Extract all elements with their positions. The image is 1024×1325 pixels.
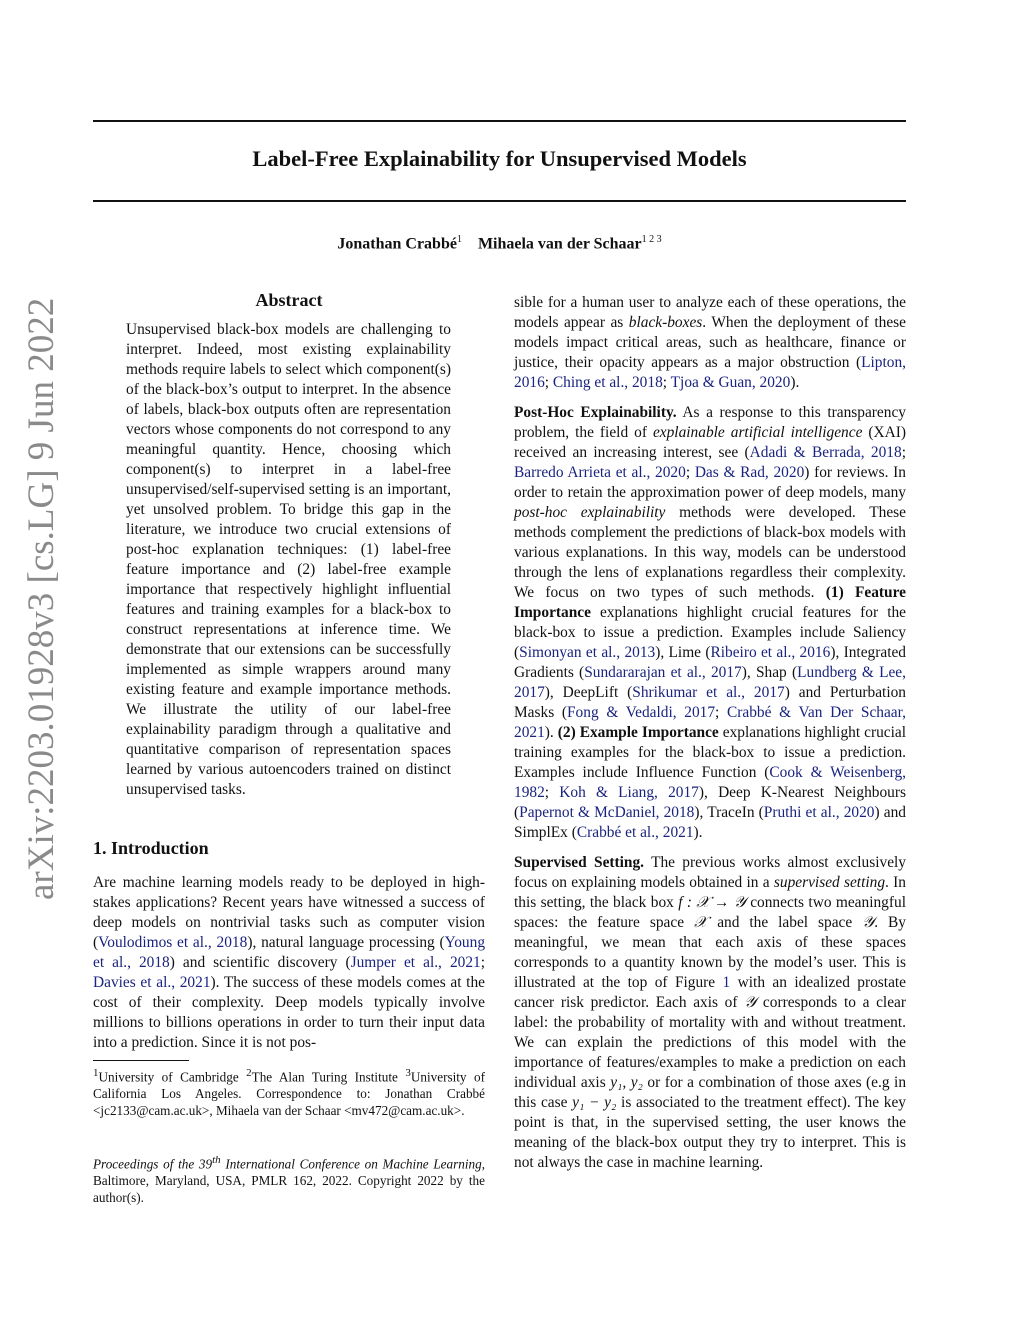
citation-link[interactable]: Papernot & McDaniel, 2018 bbox=[519, 804, 695, 821]
title-top-rule bbox=[93, 120, 906, 122]
author-affiliation: 1 2 3 bbox=[641, 234, 662, 245]
citation-link[interactable]: Lundberg & Lee, 2017 bbox=[514, 664, 906, 701]
right-column bbox=[514, 293, 906, 1183]
title-bottom-rule bbox=[93, 200, 906, 202]
math-expression: y₁ − y₂ bbox=[572, 1094, 617, 1111]
paragraph-post-hoc: Post-Hoc Explainability. As a response to this transparency problem, the field of explainable artificial intelligence (XAI) received an increasing interest, see (Adadi & Berrada, 2018; Barredo Arrieta et al., 2020; Das & Rad, 2020) for reviews. In order to retain the approximation power of deep models, many post-hoc explainability methods were developed. These methods complement the predictions of black-box models with various explanations. In this way, models can be understood through the lens of explanations regardless their complexity. We focus on two types of such methods. (1) Feature Importance explanations highlight crucial features for the black-box to issue a prediction. Examples include Saliency (Simonyan et al., 2013), Lime (Ribeiro et al., 2016), Integrated Gradients (Sundararajan et al., 2017), Shap (Lundberg & Lee, 2017), DeepLift (Shrikumar et al., 2017) and Perturbation Masks (Fong & Vedaldi, 2017; Crabbé & Van Der Schaar, 2021). (2) Example Importance explanations highlight crucial training examples for the black-box to issue a prediction. Examples include Influence Function (Cook & Weisenberg, 1982; Koh & Liang, 2017), Deep K-Nearest Neighbours (Papernot & McDaniel, 2018), TraceIn (Pruthi et al., 2020) and SimplEx (Crabbé et al., 2021). bbox=[514, 404, 907, 841]
citation-link[interactable]: Barredo Arrieta et al., 2020 bbox=[514, 464, 686, 481]
paper-title: Label-Free Explainability for Unsupervised Models bbox=[252, 146, 747, 171]
citation-link[interactable]: Fong & Vedaldi, 2017 bbox=[567, 704, 716, 721]
citation-link[interactable]: Das & Rad, 2020 bbox=[694, 464, 805, 481]
author-affiliation: 1 bbox=[456, 234, 462, 245]
citation-link[interactable]: Lipton, 2016 bbox=[514, 354, 906, 391]
math-expression: 𝒳 bbox=[693, 914, 708, 931]
affiliation-footnote: $^1$University of Cambridge $^2$The Alan Turing Institute $^3$University of California Los Angeles. Correspondence to: Jonathan Crabbé <jc2133@cam.ac.uk>, Mihaela van der Schaar <mv472@cam.ac.uk>. bbox=[93, 1067, 485, 1119]
paragraph-supervised-setting: Supervised Setting. The previous works almost exclusively focus on explaining models obtained in a supervised setting. In this setting, the black box f : 𝒳 → 𝒴 connects two meaningful spaces: the feature space 𝒳 and the label space 𝒴. By meaningful, we mean that each axis of these spaces corresponds to a quantity known by the model’s user. This is illustrated at the top of Figure 1 with an idealized prostate cancer risk predictor. Each axis of 𝒴 corresponds to a clear label: the probability of mortality with and without treatment. We can explain the predictions of this model with the importance of features/examples to make a prediction on each individual axis y₁, y₂ or for a combination of those axes (e.g in this case y₁ − y₂ is associated to the treatment effect). The key point is that, in the supervised setting, the user knows the meaning of the black-box output they try to interpret. This is not always the case in machine learning. bbox=[514, 854, 907, 1171]
citation-link[interactable]: Koh & Liang, 2017 bbox=[559, 784, 699, 801]
citation-link[interactable]: Crabbé et al., 2021 bbox=[576, 824, 694, 841]
paragraph-heading: Post-Hoc Explainability. bbox=[514, 404, 677, 421]
paragraph-opacity: sible for a human user to analyze each of these operations, the models appear as black-boxes. When the deployment of these models impact critical areas, such as healthcare, finance or justice, their opacity appears as a major obstruction (Lipton, 2016; Ching et al., 2018; Tjoa & Guan, 2020). bbox=[514, 294, 906, 391]
intro-paragraph: Are machine learning models ready to be deployed in high-stakes applications? Recent years have witnessed a success of deep models on nontrivial tasks such as computer vision (Voulodimos et al., 2018), natural language processing (Young et al., 2018) and scientific discovery (Jumper et al., 2021; Davies et al., 2021). The success of these models comes at the cost of their complexity. Deep models typically involve millions to billions operations in order to turn their input data into a prediction. Since it is not pos- bbox=[93, 874, 486, 1051]
math-expression: y₁, y₂ bbox=[610, 1074, 643, 1091]
citation-link[interactable]: Simonyan et al., 2013 bbox=[519, 644, 656, 661]
citation-link[interactable]: Pruthi et al., 2020 bbox=[763, 804, 875, 821]
arxiv-stamp: arXiv:2203.01928v3 [cs.LG] 9 Jun 2022 bbox=[21, 297, 62, 900]
author-name: Jonathan Crabbé bbox=[337, 235, 457, 253]
abstract-text bbox=[126, 320, 451, 800]
citation-link[interactable]: Sundararajan et al., 2017 bbox=[584, 664, 742, 681]
math-expression: 𝒴 bbox=[744, 994, 757, 1011]
citation-link[interactable]: Crabbé & Van Der Schaar, 2021 bbox=[514, 704, 906, 741]
introduction-text bbox=[93, 873, 485, 1053]
author-name: Mihaela van der Schaar bbox=[477, 235, 642, 253]
citation-link[interactable]: Jumper et al., 2021 bbox=[350, 954, 481, 971]
math-expression: f : 𝒳 → 𝒴 bbox=[678, 894, 746, 911]
math-expression: 𝒴 bbox=[862, 914, 875, 931]
figure-reference-link[interactable]: 1 bbox=[722, 974, 731, 991]
citation-link[interactable]: Adadi & Berrada, 2018 bbox=[749, 444, 902, 461]
proceedings-note: Proceedings of the 39th International Conference on Machine Learning, Baltimore, Maryland, USA, PMLR 162, 2022. Copyright 2022 by the author(s). bbox=[93, 1154, 485, 1206]
citation-link[interactable]: Tjoa & Guan, 2020 bbox=[670, 374, 791, 391]
citation-link[interactable]: Young et al., 2018 bbox=[93, 934, 486, 971]
author-list bbox=[93, 234, 906, 253]
footnote-divider bbox=[93, 1060, 189, 1061]
paragraph-heading: Supervised Setting. bbox=[514, 854, 645, 871]
citation-link[interactable]: Voulodimos et al., 2018 bbox=[98, 934, 248, 951]
abstract-heading: Abstract bbox=[255, 290, 323, 310]
section-heading-introduction: 1. Introduction bbox=[93, 838, 209, 858]
citation-link[interactable]: Davies et al., 2021 bbox=[93, 974, 211, 991]
abstract-paragraph: Unsupervised black-box models are challenging to interpret. Indeed, most existing explainability methods require labels to select which component(s) of the black-box’s output to interpret. In the absence of labels, black-box outputs often are representation vectors whose components do not correspond to any meaningful quantity. Hence, choosing which component(s) to interpret in a label-free unsupervised/self-supervised setting is an important, yet unsolved problem. To bridge this gap in the literature, we introduce two crucial extensions of post-hoc explanation techniques: (1) label-free feature importance and (2) label-free example importance that respectively highlight influential features and training examples for a black-box to construct representations at inference time. We demonstrate that our extensions can be successfully implemented as simple wrappers around many existing feature and example importance methods. We illustrate the utility of our label-free explainability paradigm through a qualitative and quantitative comparison of representation spaces learned by various autoencoders trained on distinct unsupervised tasks. bbox=[126, 321, 451, 798]
citation-link[interactable]: Ching et al., 2018 bbox=[552, 374, 663, 391]
citation-link[interactable]: Cook & Weisenberg, 1982 bbox=[514, 764, 906, 801]
citation-link[interactable]: Ribeiro et al., 2016 bbox=[710, 644, 831, 661]
citation-link[interactable]: Shrikumar et al., 2017 bbox=[632, 684, 785, 701]
